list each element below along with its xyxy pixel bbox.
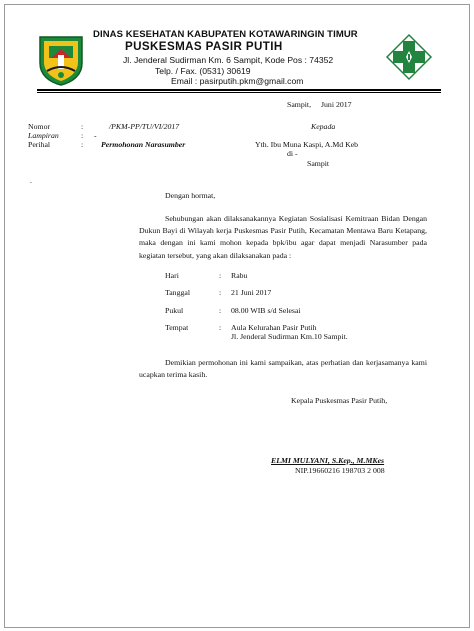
nomor-value: /PKM-PP/TU/VI/2017 bbox=[109, 122, 180, 131]
nomor-colon: : bbox=[81, 122, 84, 131]
detail-hari-colon: : bbox=[219, 271, 222, 280]
header-rule-thick bbox=[37, 89, 441, 91]
perihal-value: Permohonan Narasumber bbox=[101, 140, 186, 149]
greeting: Dengan hormat, bbox=[165, 191, 216, 200]
date: Juni 2017 bbox=[321, 100, 352, 109]
detail-pukul-colon: : bbox=[219, 306, 222, 315]
clinic-name: PUSKESMAS PASIR PUTIH bbox=[125, 40, 283, 53]
lampiran-label: Lampiran bbox=[28, 131, 59, 140]
detail-tempat-address: Jl. Jenderal Sudirman Km.10 Sampit. bbox=[231, 332, 348, 341]
lampiran-colon: : bbox=[81, 131, 84, 140]
recipient-name: Yth. Ibu Muna Kaspi, A.Md Keb bbox=[255, 140, 359, 149]
detail-pukul-value: 08.00 WIB s/d Selesai bbox=[231, 306, 301, 315]
puskesmas-green-cross-icon bbox=[385, 33, 433, 81]
nomor-label: Nomor bbox=[28, 122, 51, 131]
kepada-label: Kepada bbox=[311, 122, 336, 131]
detail-tempat-colon: : bbox=[219, 323, 222, 332]
header-rule-thin bbox=[37, 92, 441, 93]
intro-paragraph: Sehubungan akan dilaksanakannya Kegiatan Sosialisasi Kemitraan Bidan Dengan Dukun Bayi di Wilayah kerja Puskesmas Pasir Putih, Kecamatan Mentawa Baru Ketapang, maka dengan ini kami mohon kepada bpk/ibu agar dapat menjadi Narasumber pada kegiatan tersebut, yang akan dilaksanakan pada : bbox=[139, 214, 427, 260]
perihal-colon: : bbox=[81, 140, 84, 149]
detail-tanggal-value: 21 Juni 2017 bbox=[231, 288, 272, 297]
recipient-di: di - bbox=[287, 149, 298, 158]
detail-hari-value: Rabu bbox=[231, 271, 248, 280]
letter-page bbox=[4, 4, 470, 628]
address-line: Jl. Jenderal Sudirman Km. 6 Sampit, Kode Pos : 74352 bbox=[123, 55, 334, 65]
perihal-label: Perihal bbox=[28, 140, 51, 149]
phone-line: Telp. / Fax. (0531) 30619 bbox=[155, 66, 251, 76]
closing-paragraph: Demikian permohonan ini kami sampaikan, atas perhatian dan kerjasamanya kami ucapkan terima kasih. bbox=[139, 358, 427, 380]
recipient-city: Sampit bbox=[307, 159, 330, 168]
place: Sampit, bbox=[287, 100, 312, 109]
detail-hari-label: Hari bbox=[165, 271, 179, 280]
detail-tempat-label: Tempat bbox=[165, 323, 189, 332]
signature-name: ELMI MULYANI, S.Kep., M.MKes bbox=[271, 456, 385, 465]
detail-tempat-value: Aula Kelurahan Pasir Putih bbox=[231, 323, 317, 332]
signature-title: Kepala Puskesmas Pasir Putih, bbox=[291, 396, 388, 405]
detail-tanggal-colon: : bbox=[219, 288, 222, 297]
stray-dot: . bbox=[30, 176, 32, 185]
detail-tanggal-label: Tanggal bbox=[165, 288, 191, 297]
agency-name: DINAS KESEHATAN KABUPATEN KOTAWARINGIN TIMUR bbox=[93, 29, 358, 40]
signature-nip: NIP.19660216 198703 2 008 bbox=[295, 466, 385, 475]
kotawaringin-timur-emblem-icon bbox=[35, 33, 87, 87]
detail-pukul-label: Pukul bbox=[165, 306, 184, 315]
email-line: Email : pasirputih.pkm@gmail.com bbox=[171, 76, 304, 86]
lampiran-value: - bbox=[94, 131, 97, 140]
